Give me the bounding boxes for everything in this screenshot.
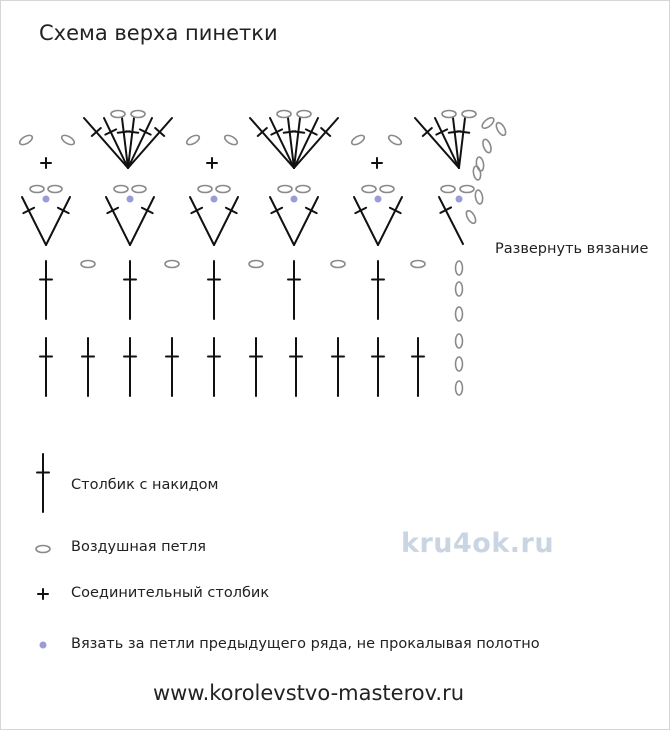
double-crochet-symbol [208,338,220,396]
back-loop-dot-symbol [375,196,382,203]
chain-stitch-symbol [441,186,455,193]
chain-stitch-symbol [131,111,145,118]
crochet-chart [1,1,669,729]
dc-stem [106,197,130,245]
double-crochet-symbol [270,197,294,245]
chain-stitch-symbol [380,186,394,193]
chain-stitch-symbol [114,186,128,193]
double-crochet-symbol [354,197,378,245]
double-crochet-symbol [457,118,469,168]
double-crochet-symbol [82,338,94,396]
chain-stitch-symbol [460,186,474,193]
double-crochet-symbol [294,118,338,168]
chain-stitch-symbol [111,111,125,118]
double-crochet-symbol [250,118,294,168]
legend-label-double-crochet: Столбик с накидом [71,477,219,493]
double-crochet-symbol [415,118,459,168]
chain-stitch-symbol [278,186,292,193]
chain-stitch-symbol [456,357,463,371]
double-crochet-symbol [290,338,302,396]
dc-crossbar [457,131,469,132]
chain-stitch-symbol [165,261,179,268]
double-crochet-symbol [40,338,52,396]
dc-crossbar [292,131,304,132]
double-crochet-symbol [332,338,344,396]
double-crochet-symbol [412,338,424,396]
chain-stitch-symbol [362,186,376,193]
shell-group [250,111,338,169]
chain-stitch-symbol [216,186,230,193]
dc-stem [378,197,402,245]
chain-stitch-symbol [456,381,463,395]
double-crochet-symbol [439,197,463,244]
chain-stitch-symbol [481,138,492,154]
legend-symbols [36,454,50,649]
dc-stem [130,197,154,245]
watermark: kru4ok.ru [401,528,555,559]
chain-stitch-symbol [249,261,263,268]
chain-stitch-symbol [297,111,311,118]
chain-stitch-symbol [456,261,463,275]
slip-stitch-symbol [207,158,217,168]
dc-stem [22,197,46,245]
dc-stem [294,118,338,168]
chain-stitch-symbol [387,133,403,146]
chain-stitch-symbol [132,186,146,193]
double-crochet-symbol [208,261,220,319]
double-crochet-symbol [372,338,384,396]
double-crochet-symbol [46,197,70,245]
slip-stitch-symbol [372,158,382,168]
double-crochet-symbol [130,197,154,245]
chain-stitch-symbol [18,133,34,146]
double-crochet-symbol [166,338,178,396]
back-loop-dot-symbol [291,196,298,203]
slip-stitch-symbol [41,158,51,168]
double-crochet-symbol [124,261,136,319]
double-crochet-symbol [128,118,172,168]
chain-stitch-symbol [456,307,463,321]
chain-stitch-symbol [223,133,239,146]
double-crochet-symbol [40,261,52,319]
dc-stem [459,118,465,168]
back-loop-dot-symbol [127,196,134,203]
chain-stitch-symbol [81,261,95,268]
back-loop-dot-symbol [211,196,218,203]
chain-stitch-symbol [277,111,291,118]
double-crochet-symbol [250,338,262,396]
dc-stem [128,118,172,168]
shell-group [84,111,172,169]
dc-stem [415,118,459,168]
dc-stem [250,118,294,168]
chain-stitch-symbol [456,334,463,348]
double-crochet-symbol [84,118,128,168]
legend-label-back-loop-dot: Вязать за петли предыдущего ряда, не прокалывая полотно [71,636,540,652]
back-loop-dot-symbol [40,642,47,649]
chain-stitch-symbol [462,111,476,118]
legend-label-slip-stitch: Соединительный столбик [71,585,270,601]
chain-stitch-symbol [60,133,76,146]
back-loop-dot-symbol [43,196,50,203]
chain-stitch-symbol [480,116,495,130]
chain-stitch-symbol [30,186,44,193]
dc-stem [214,197,238,245]
slip-stitch-symbol [38,589,48,599]
double-crochet-symbol [37,454,49,512]
dc-crossbar [126,131,138,132]
double-crochet-symbol [372,261,384,319]
legend-label-chain-stitch: Воздушная петля [71,539,206,555]
dc-stem [84,118,128,168]
chain-stitch-symbol [48,186,62,193]
turn-work-note: Развернуть вязание [495,241,649,257]
double-crochet-symbol [190,197,214,245]
chain-stitch-symbol [411,261,425,268]
chain-stitch-symbol [185,133,201,146]
double-crochet-symbol [124,338,136,396]
dc-stem [354,197,378,245]
dc-stem [439,197,463,244]
chain-stitch-symbol [456,282,463,296]
chain-stitch-symbol [474,189,483,204]
double-crochet-symbol [294,197,318,245]
chain-stitch-symbol [442,111,456,118]
dc-stem [46,197,70,245]
double-crochet-symbol [378,197,402,245]
chain-stitch-symbol [494,121,507,137]
double-crochet-symbol [106,197,130,245]
back-loop-dot-symbol [456,196,463,203]
double-crochet-symbol [22,197,46,245]
dc-stem [190,197,214,245]
dc-stem [270,197,294,245]
chain-stitch-symbol [198,186,212,193]
chain-stitch-symbol [296,186,310,193]
double-crochet-symbol [288,261,300,319]
chain-stitch-symbol [36,546,50,553]
chart-symbols [18,111,507,397]
page-title: Схема верха пинетки [39,21,278,45]
double-crochet-symbol [214,197,238,245]
dc-stem [294,197,318,245]
footer-url: www.korolevstvo-masterov.ru [153,681,465,705]
chain-stitch-symbol [464,209,477,225]
chain-stitch-symbol [331,261,345,268]
chain-stitch-symbol [350,133,366,146]
